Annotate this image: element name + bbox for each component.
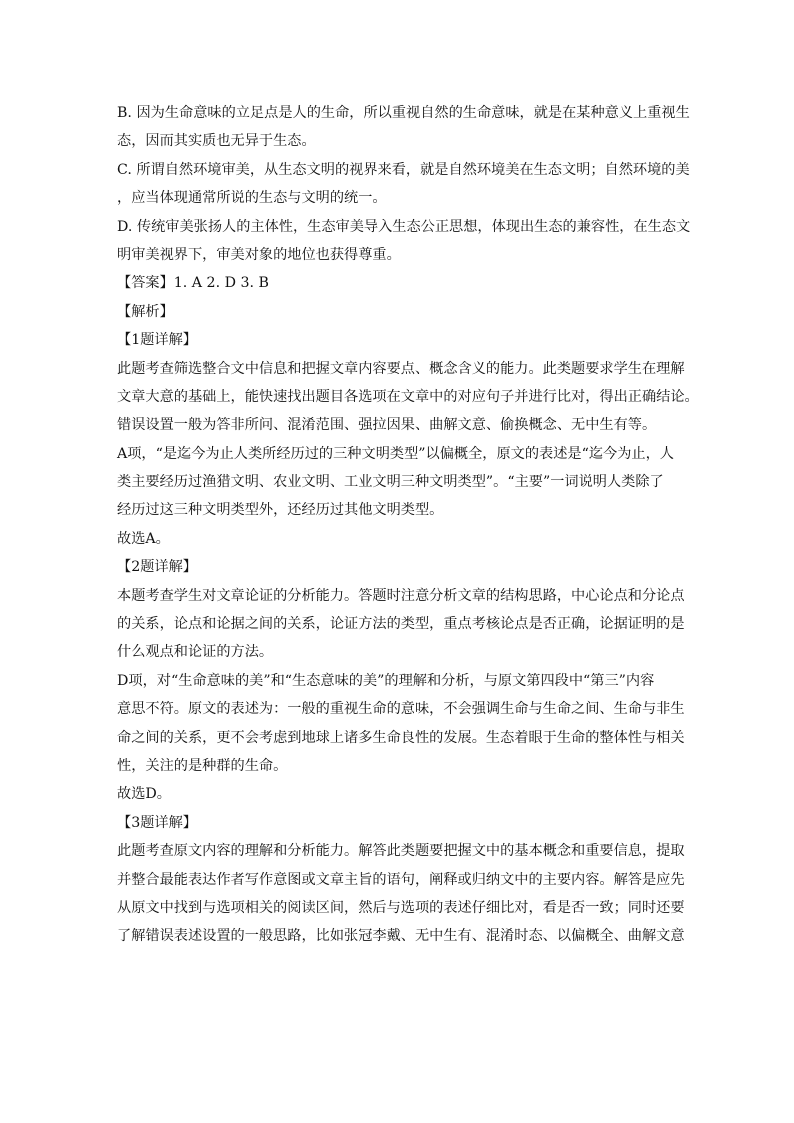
q2-text-line-4: D项，对“生命意味的美”和“生态意味的美”的理解和分析，与原文第四段中“第三”内容 (117, 672, 655, 689)
q3-text-line-1: 此题考查原文内容的理解和分析能力。解答此类题要把握文中的基本概念和重要信息，提取 (117, 843, 685, 860)
q2-text-line-7: 性，关注的是种群的生命。 (117, 757, 288, 774)
q3-heading: 【3题详解】 (117, 814, 197, 831)
q3-text-line-3: 从原文中找到与选项相关的阅读区间，然后与选项的表述仔细比对，看是否一致；同时还要 (117, 899, 685, 916)
q1-choice: 故选A。 (117, 530, 170, 547)
q2-text-line-5: 意思不符。原文的表述为：一般的重视生命的意味，不会强调生命与生命之间、生命与非生 (117, 701, 685, 718)
option-d-line-1: D. 传统审美张扬人的主体性，生态审美导入生态公正思想，体现出生态的兼容性，在生态文 (117, 218, 691, 235)
q1-text-line-2: 文章大意的基础上，能快速找出题目各选项在文章中的对应句子并进行比对，得出正确结论。 (117, 388, 699, 405)
q2-heading: 【2题详解】 (117, 559, 197, 576)
q3-text-line-4: 了解错误表述设置的一般思路，比如张冠李戴、无中生有、混淆时态、以偏概全、曲解文意 (117, 928, 685, 945)
document-body (117, 99, 699, 951)
q2-choice: 故选D。 (117, 786, 171, 803)
option-c-line-1: C. 所谓自然环境审美，从生态文明的视界来看，就是自然环境美在生态文明；自然环境的美 (117, 161, 690, 178)
option-c-line-2: ，应当体现通常所说的生态与文明的统一。 (117, 190, 387, 207)
option-b-line-2: 态，因而其实质也无异于生态。 (117, 133, 316, 150)
q2-text-line-2: 的关系，论点和论据之间的关系，论证方法的类型，重点考核论点是否正确，论据证明的是 (117, 616, 685, 633)
option-b-line-1: B. 因为生命意味的立足点是人的生命，所以重视自然的生命意味，就是在某种意义上重视生 (117, 105, 690, 121)
q1-text-line-4: A项，“是迄今为止人类所经历过的三种文明类型”以偏概全，原文的表述是“迄今为止，人 (117, 445, 674, 462)
q1-text-line-5: 类主要经历过渔猎文明、农业文明、工业文明三种文明类型”。“主要”一词说明人类除了 (117, 474, 664, 491)
q2-text-line-1: 本题考查学生对文章论证的分析能力。答题时注意分析文章的结构思路，中心论点和分论点 (117, 587, 685, 604)
q1-text-line-3: 错误设置一般为答非所问、混淆范围、强拉因果、曲解文意、偷换概念、无中生有等。 (117, 417, 657, 434)
q2-text-line-3: 什么观点和论证的方法。 (117, 644, 274, 661)
option-d-line-2: 明审美视界下，审美对象的地位也获得尊重。 (117, 246, 401, 263)
q3-text-line-2: 并整合最能表达作者写作意图或文章主旨的语句，阐释或归纳文中的主要内容。解答是应先 (117, 871, 685, 888)
q1-text-line-1: 此题考查筛选整合文中信息和把握文章内容要点、概念含义的能力。此类题要求学生在理解 (117, 360, 685, 377)
answer-line: 【答案】1. A 2. D 3. B (117, 275, 269, 292)
analysis-heading: 【解析】 (117, 303, 174, 320)
q1-text-line-6: 经历过这三种文明类型外，还经历过其他文明类型。 (117, 502, 444, 519)
q1-heading: 【1题详解】 (117, 332, 197, 349)
q2-text-line-6: 命之间的关系，更不会考虑到地球上诸多生命良性的发展。生态着眼于生命的整体性与相关 (117, 729, 685, 746)
